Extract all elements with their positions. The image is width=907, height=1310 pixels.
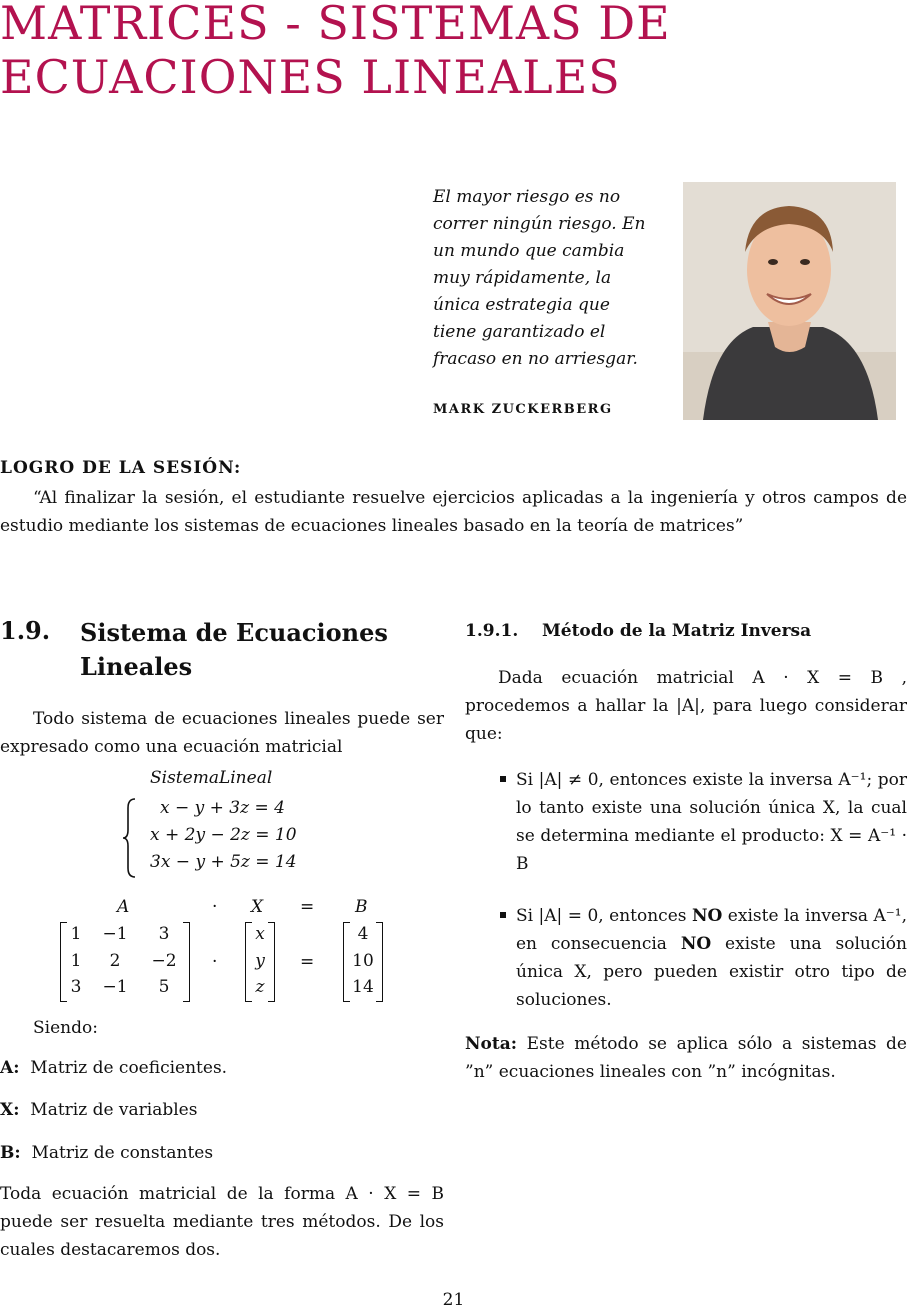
page-number: 21 <box>442 1290 465 1310</box>
definition-key: X: <box>0 1100 20 1120</box>
logro-heading: LOGRO DE LA SESIÓN: <box>0 458 242 478</box>
matrix-cell: 3 <box>70 977 82 997</box>
matrix-cell: 3 <box>158 924 170 944</box>
bullet-item-1: Si |A| ≠ 0, entonces existe la inversa A⁻¹; por lo tanto existe una solución única X, la cual se determina mediante el producto: X = A⁻¹ · B <box>516 770 907 874</box>
matrix-cell: 1 <box>70 951 82 971</box>
matrix-b <box>343 922 383 1002</box>
definition-text: Matriz de variables <box>30 1100 198 1120</box>
section-number: 1.9. <box>0 616 51 645</box>
matrix-cell: −1 <box>102 977 128 997</box>
epigraph-quote: El mayor riesgo es no correr ningún riesgo. En un mundo que cambia muy rápidamente, la única estrategia que tiene garantizado el fracaso en no arriesgar. <box>433 187 646 369</box>
system-brace <box>122 798 136 878</box>
equals-label: = <box>300 897 315 917</box>
bullet-2-emphasis-2: NO <box>680 934 712 954</box>
matrix-a-label: A <box>117 897 130 917</box>
equation-2: x + 2y − 2z = 10 <box>150 825 297 845</box>
matrix-cell: x <box>255 924 265 944</box>
section-title: Sistema de Ecuaciones Lineales <box>80 618 388 681</box>
title-line-2: ECUACIONES LINEALES <box>0 50 621 104</box>
bullet-2-part-c: existe la inversa A⁻¹, en consecuencia <box>516 906 907 954</box>
definition-text: Matriz de coeficientes. <box>30 1058 228 1078</box>
section-closing: Toda ecuación matricial de la forma A · X = B puede ser resuelta mediante tres métodos. De los cuales destacaremos dos. <box>0 1184 444 1260</box>
author-photo <box>683 182 896 420</box>
dot-operator: · <box>212 952 218 972</box>
subsection-intro: Dada ecuación matricial A · X = B , procedemos a hallar la |A|, para luego considerar que: <box>465 668 907 744</box>
matrix-a <box>60 922 190 1002</box>
subsection-number: 1.9.1. <box>465 621 519 641</box>
matrix-cell: 10 <box>352 951 374 971</box>
matrix-cell: y <box>255 951 265 971</box>
matrix-x <box>245 922 275 1002</box>
matrix-cell: −1 <box>102 924 128 944</box>
bullet-2-part-a: Si |A| = 0, entonces <box>516 906 692 926</box>
matrix-cell: −2 <box>151 951 177 971</box>
equation-3: 3x − y + 5z = 14 <box>150 852 297 872</box>
logro-text: “Al finalizar la sesión, el estudiante resuelve ejercicios aplicadas a la ingeniería y otros campos de estudio mediante los sistemas de ecuaciones lineales basado en la teoría de matrices” <box>0 488 907 536</box>
definition-b <box>0 1143 213 1163</box>
bullet-marker <box>500 776 506 782</box>
bullet-item-2 <box>516 902 907 1014</box>
page-title <box>0 0 900 104</box>
dot-label: · <box>212 897 218 917</box>
matrix-cell: 5 <box>158 977 170 997</box>
equals-operator: = <box>300 952 315 972</box>
bullet-2-part-d: existe una solución única X, pero pueden existir otro tipo de soluciones. <box>516 934 907 1010</box>
matrix-cell: 1 <box>70 924 82 944</box>
system-label: SistemaLineal <box>150 768 273 788</box>
bullet-marker <box>500 912 506 918</box>
section-intro: Todo sistema de ecuaciones lineales puede ser expresado como una ecuación matricial <box>0 709 444 757</box>
quote-author: MARK ZUCKERBERG <box>433 402 613 417</box>
definition-text: Matriz de constantes <box>31 1143 214 1163</box>
matrix-cell: 2 <box>109 951 121 971</box>
definition-key: B: <box>0 1143 21 1163</box>
matrix-cell: 14 <box>352 977 374 997</box>
note-text: Este método se aplica sólo a sistemas de ”n” ecuaciones lineales con ”n” incógnitas. <box>465 1034 907 1082</box>
definition-x <box>0 1100 197 1120</box>
bullet-2-emphasis-1: NO <box>691 906 723 926</box>
matrix-cell: 4 <box>357 924 369 944</box>
matrix-b-label: B <box>355 897 368 917</box>
subsection-title: Método de la Matriz Inversa <box>541 621 812 641</box>
note-paragraph <box>465 1030 907 1086</box>
note-label: Nota: <box>465 1034 518 1054</box>
definition-a <box>0 1058 227 1078</box>
definition-key: A: <box>0 1058 20 1078</box>
title-line-1: MATRICES - SISTEMAS DE <box>0 0 671 50</box>
matrix-cell: z <box>255 977 265 997</box>
siendo-label: Siendo: <box>33 1018 98 1038</box>
matrix-x-label: X <box>251 897 264 917</box>
equation-1: x − y + 3z = 4 <box>160 798 285 818</box>
subsection-heading <box>465 621 811 641</box>
